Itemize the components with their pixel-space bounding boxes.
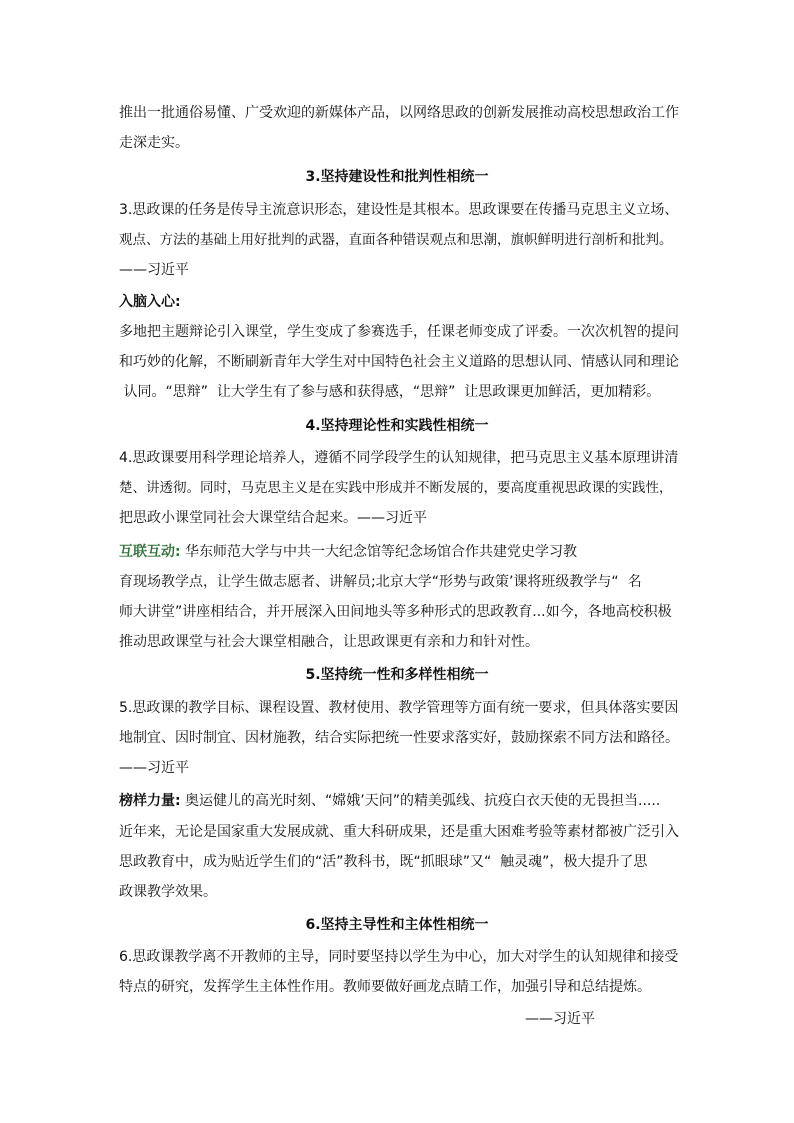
section-6-quote-line-2: 特点的研究，发挥学生主体性作用。教师要做好画龙点睛工作，加强引导和总结提炼。 <box>119 979 651 995</box>
section-3-example-line-3: 认同。“思辩” 让大学生有了参与感和获得感，“思辩” 让思政课更加鲜活，更加精彩。 <box>119 384 661 400</box>
section-4-quote-line-2: 楚、讲透彻。同时，马克思主义是在实践中形成并不断发展的，要高度重视思政课的实践性， <box>119 480 673 496</box>
section-5-heading: 5.坚持统一性和多样性相统一 <box>305 667 489 683</box>
section-3-heading: 3.坚持建设性和批判性相统一 <box>305 169 489 185</box>
section-5-lead-line <box>119 792 689 810</box>
section-4-quote-line-3: 把思政小课堂同社会大课堂结合起来。——习近平 <box>119 510 427 526</box>
section-5-quote-line-2: 地制宜、因时制宜、因材施教，结合实际把统一性要求落实好，鼓励探索不同方法和路径。 <box>119 730 679 746</box>
section-4-example-line-1: 育现场教学点，让学生做志愿者、讲解员;北京大学“形势与政策’课将班级教学与“ 名 <box>119 574 642 590</box>
section-5-example-line-1: 近年来，无论是国家重大发展成就、重大科研成果，还是重大困难考验等素材都被广泛引入 <box>119 824 679 840</box>
section-4-lead-line <box>119 543 689 561</box>
section-6-heading: 6.坚持主导性和主体性相统一 <box>305 917 489 933</box>
section-4-quote-line-1: 4.思政课要用科学理论培养人，遵循不同学段学生的认知规律，把马克思主义基本原理讲清 <box>119 450 679 466</box>
section-5-signature: ——习近平 <box>119 760 189 776</box>
section-5-lead-rest: 奥运健儿的高光时刻、“嫦娥’天问”的精美弧线、抗疫白衣天使的无畏担当..... <box>180 793 661 809</box>
section-6-signature: ——习近平 <box>525 1011 595 1027</box>
section-6-quote-line-1: 6.思政课教学离不开教师的主导，同时要坚持以学生为中心，加大对学生的认知规律和接受 <box>119 949 679 965</box>
section-3-example-line-1: 多地把主题辩论引入课堂，学生变成了参赛选手，任课老师变成了评委。一次次机智的提问 <box>119 324 679 340</box>
section-4-lead: 互联互动: <box>119 544 181 560</box>
section-4-heading: 4.坚持理论性和实践性相统一 <box>305 418 489 434</box>
section-3-lead: 入脑入心: <box>119 294 181 310</box>
section-3-quote-line-2: 观点、方法的基础上用好批判的武器，直面各种错误观点和思潮，旗帜鲜明进行剖析和批判。 <box>119 232 673 248</box>
section-5-example-line-2: 思政教育中，成为贴近学生们的“活”教科书，既“抓眼球”又“ 触灵魂”，极大提升了思 <box>119 854 648 870</box>
section-3-signature: ——习近平 <box>119 262 189 278</box>
section-4-example-line-2: 师大讲堂”讲座相结合，并开展深入田间地头等多种形式的思政教育...如今，各地高校积极 <box>119 604 672 620</box>
intro-line-1: 推出一批通俗易懂、广受欢迎的新媒体产品，以网络思政的创新发展推动高校思想政治工作 <box>119 105 679 121</box>
section-3-example-line-2: 和巧妙的化解，不断刷新青年大学生对中国特色社会主义道路的思想认同、情感认同和理论 <box>119 354 679 370</box>
section-4-lead-rest: 华东师范大学与中共一大纪念馆等纪念场馆合作共建党史学习教 <box>180 544 578 560</box>
section-5-lead: 榜样力量: <box>119 793 181 809</box>
section-5-quote-line-1: 5.思政课的教学目标、课程设置、教材使用、教学管理等方面有统一要求，但具体落实要因 <box>119 700 679 716</box>
section-5-example-line-3: 政课教学效果。 <box>119 884 217 900</box>
intro-line-2: 走深走实。 <box>119 135 189 151</box>
section-3-quote-line-1: 3.思政课的任务是传导主流意识形态，建设性是其根本。思政课要在传播马克思主义立场、 <box>119 202 679 218</box>
section-4-example-line-3: 推动思政课堂与社会大课堂相融合，让思政课更有亲和力和针对性。 <box>119 634 539 650</box>
